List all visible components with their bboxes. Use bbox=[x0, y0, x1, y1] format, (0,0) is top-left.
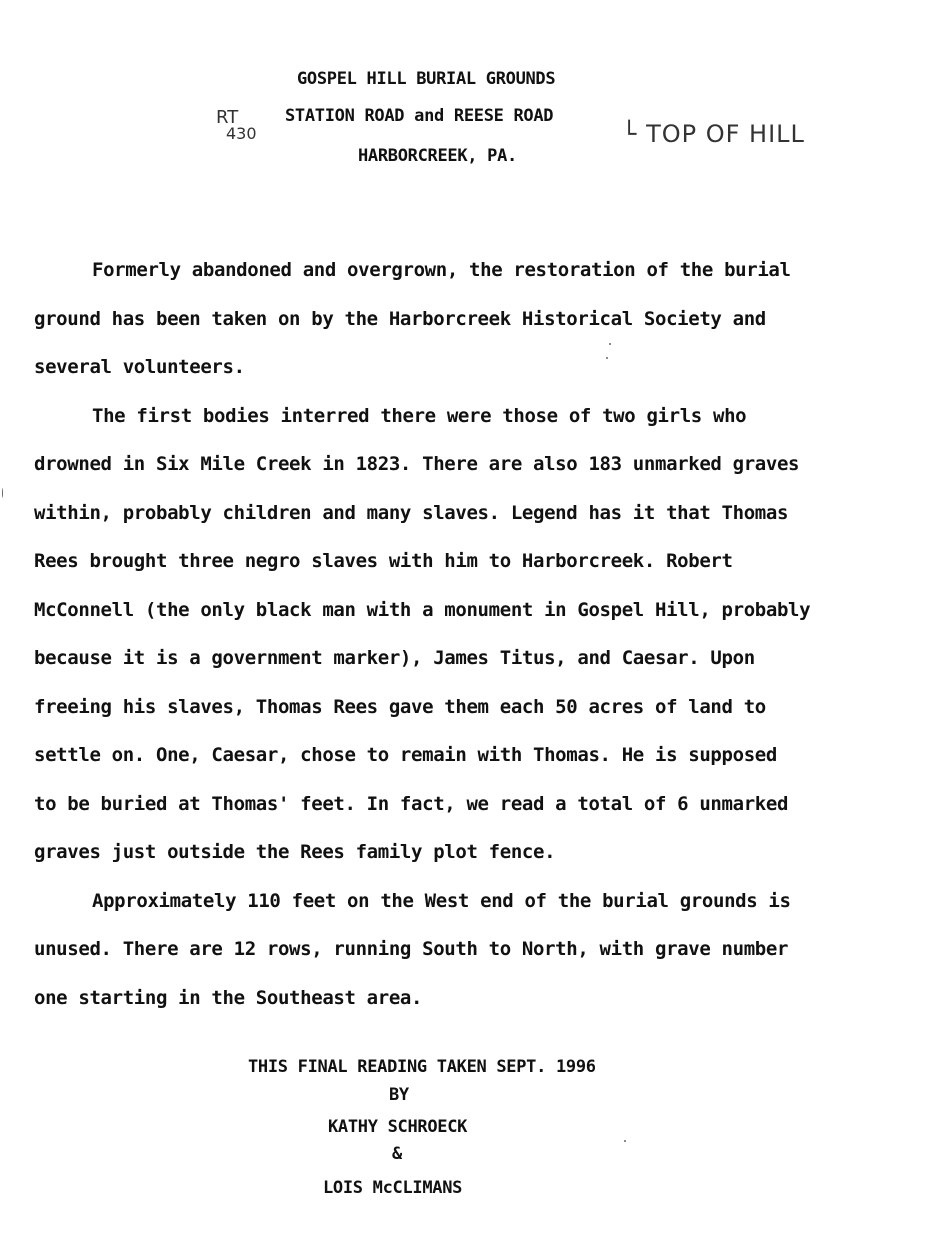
body-text bbox=[34, 246, 894, 1022]
paragraph-restoration: Formerly abandoned and overgrown, the restoration of the burial ground has been taken on by the Harborcreek Historical Society and several volunteers. bbox=[34, 259, 791, 378]
scan-speck bbox=[2, 488, 3, 498]
address-line: STATION ROAD and REESE ROAD bbox=[285, 106, 554, 126]
document-title: GOSPEL HILL BURIAL GROUNDS bbox=[297, 69, 556, 89]
by-line: BY bbox=[389, 1085, 409, 1105]
handwritten-note: └ TOP OF HILL bbox=[622, 120, 805, 148]
scan-speck bbox=[606, 357, 608, 359]
reading-date-line: THIS FINAL READING TAKEN SEPT. 1996 bbox=[248, 1057, 596, 1077]
paragraph-history: The first bodies interred there were those of two girls who drowned in Six Mile Creek in 1823. There are also 183 unmarked graves within, probably children and many slaves. Legend has it that Thomas Rees brought three negro slaves with him to Harborcreek. Robert McConnell (the only black man with a monument in Gospel Hill, probably because it is a government marker), James Titus, and Caesar. Upon freeing his slaves, Thomas Rees gave them each 50 acres of land to settle on. One, Caesar, chose to remain with Thomas. He is supposed to be buried at Thomas' feet. In fact, we read a total of 6 unmarked graves just outside the Rees family plot fence. bbox=[34, 404, 811, 863]
paragraph-layout: Approximately 110 feet on the West end of the burial grounds is unused. There are 12 rows, running South to North, with grave number one starting in the Southeast area. bbox=[34, 889, 791, 1009]
scan-speck bbox=[624, 1140, 626, 1142]
handwritten-route-number: 430 bbox=[226, 124, 257, 143]
author-1: KATHY SCHROECK bbox=[328, 1117, 468, 1137]
scan-speck bbox=[609, 343, 611, 345]
handwritten-route-label: RT bbox=[216, 107, 239, 128]
author-2: LOIS McCLIMANS bbox=[323, 1178, 463, 1198]
ampersand: & bbox=[392, 1144, 402, 1164]
location-line: HARBORCREEK, PA. bbox=[358, 146, 517, 166]
